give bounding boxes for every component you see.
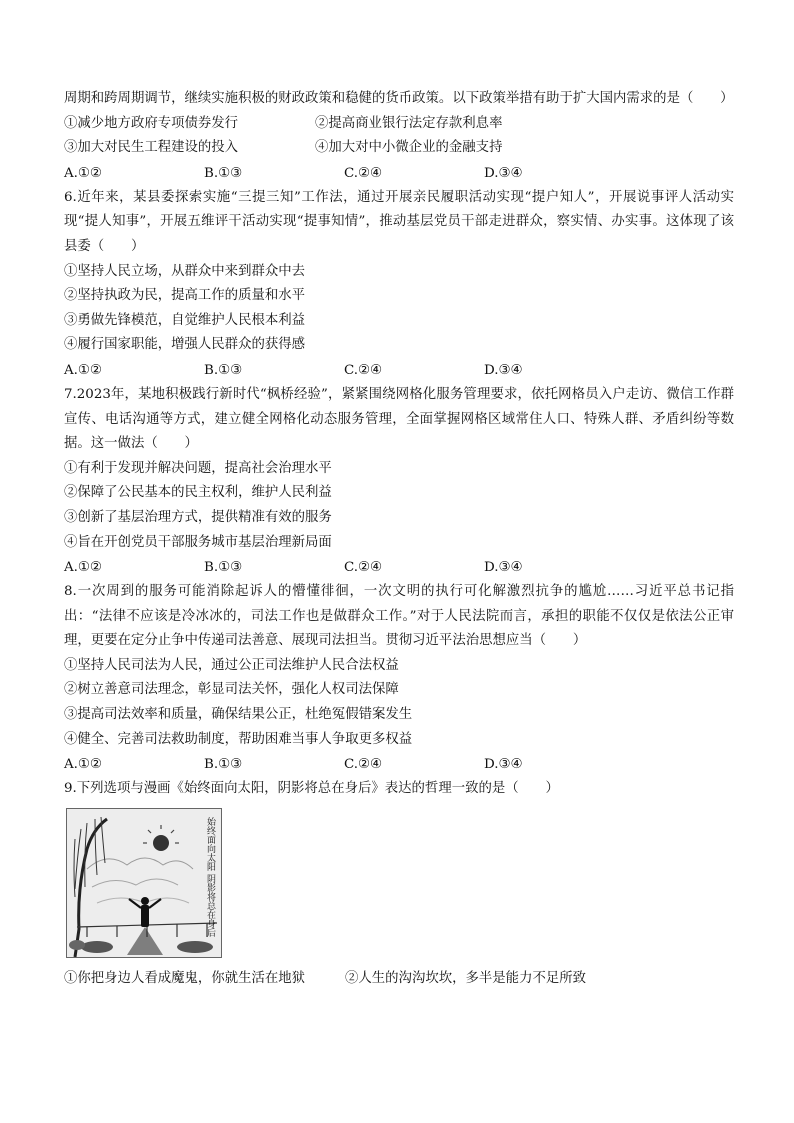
question-stem: 6.近年来，某县委探索实施“三提三知”工作法，通过开展亲民履职活动实现“提户知人”，开展说事评人活动实现“提人知事”，开展五维评干活动实现“提事知情”，推动基层党员干部走进群众，察实情、办实事。这体现了该县委（ ） xyxy=(64,189,734,254)
statement: ②提高商业银行法定存款利息率 xyxy=(315,115,503,131)
question-9 xyxy=(64,777,734,991)
choice-d[interactable]: D.③④ xyxy=(484,362,523,378)
statement: ①减少地方政府专项债券发行 xyxy=(64,115,239,131)
statement: ④旨在开创党员干部服务城市基层治理新局面 xyxy=(64,534,332,550)
answer-choices xyxy=(64,752,734,777)
choice-a[interactable]: A.①② xyxy=(64,165,102,181)
answer-choices xyxy=(64,555,734,580)
choice-d[interactable]: D.③④ xyxy=(484,165,523,181)
choice-b[interactable]: B.①③ xyxy=(204,165,243,181)
question-8 xyxy=(64,580,734,777)
choice-d[interactable]: D.③④ xyxy=(484,560,523,576)
statement: ③提高司法效率和质量，确保结果公正，杜绝冤假错案发生 xyxy=(64,707,413,723)
statement: ④健全、完善司法救助制度，帮助困难当事人争取更多权益 xyxy=(64,731,413,747)
choice-c[interactable]: C.②④ xyxy=(344,757,383,773)
statement-row xyxy=(64,112,734,137)
question-stem: 7.2023年，某地积极践行新时代“枫桥经验”，紧紧围绕网格化服务管理要求，依托网格员入户走访、微信工作群宣传、电话沟通等方式，建立健全网格化动态服务管理，全面掌握网格区域常住人口、特殊人群、矛盾纠纷等数据。这一做法（ ） xyxy=(64,386,734,452)
statement-row xyxy=(64,136,734,161)
choice-b[interactable]: B.①③ xyxy=(204,757,243,773)
choice-a[interactable]: A.①② xyxy=(64,362,102,378)
statement: ②保障了公民基本的民主权利，维护人民利益 xyxy=(64,485,332,501)
choice-d[interactable]: D.③④ xyxy=(484,757,523,773)
choice-c[interactable]: C.②④ xyxy=(344,165,383,181)
answer-choices xyxy=(64,358,734,383)
question-7 xyxy=(64,383,734,580)
choice-c[interactable]: C.②④ xyxy=(344,560,383,576)
statement: ②坚持执政为民，提高工作的质量和水平 xyxy=(64,288,306,304)
content xyxy=(64,87,734,991)
choice-b[interactable]: B.①③ xyxy=(204,362,243,378)
question-5 xyxy=(64,87,734,186)
choice-a[interactable]: A.①② xyxy=(64,560,102,576)
statement: ③创新了基层治理方式，提供精准有效的服务 xyxy=(64,509,332,525)
statement: ①坚持人民司法为人民，通过公正司法维护人民合法权益 xyxy=(64,657,399,673)
statement: ④加大对中小微企业的金融支持 xyxy=(315,140,503,156)
statement-row xyxy=(64,966,734,991)
statement: ①你把身边人看成魔鬼，你就生活在地狱 xyxy=(64,970,306,986)
cartoon-caption: 始终面向太阳 阴影将总在身后 xyxy=(205,816,215,937)
choice-a[interactable]: A.①② xyxy=(64,757,102,773)
statement: ②人生的沟沟坎坎，多半是能力不足所致 xyxy=(345,970,587,986)
cartoon-image xyxy=(66,808,222,958)
question-6 xyxy=(64,186,734,383)
statement: ②树立善意司法理念，彰显司法关怀，强化人权司法保障 xyxy=(64,682,399,698)
statement: ①有利于发现并解决问题，提高社会治理水平 xyxy=(64,460,332,476)
answer-choices xyxy=(64,161,734,186)
question-stem: 9.下列选项与漫画《始终面向太阳，阴影将总在身后》表达的哲理一致的是（ ） xyxy=(64,781,559,797)
choice-b[interactable]: B.①③ xyxy=(204,560,243,576)
statement: ③加大对民生工程建设的投入 xyxy=(64,140,239,156)
statement: ①坚持人民立场，从群众中来到群众中去 xyxy=(64,263,306,279)
question-stem: 周期和跨周期调节，继续实施积极的财政政策和稳健的货币政策。以下政策举措有助于扩大国内需求的是（ ） xyxy=(64,91,734,106)
statement: ④履行国家职能，增强人民群众的获得感 xyxy=(64,337,306,353)
question-stem: 8.一次周到的服务可能消除起诉人的懵懂徘徊，一次文明的执行可化解激烈抗争的尴尬……习近平总书记指出：“法律不应该是冷冰冰的，司法工作也是做群众工作。”对于人民法院而言，承担的职能不仅仅是依法公正审理，更要在定分止争中传递司法善意、展现司法担当。贯彻习近平法治思想应当（ ） xyxy=(64,584,734,649)
statement: ③勇做先锋模范，自觉维护人民根本利益 xyxy=(64,312,306,328)
choice-c[interactable]: C.②④ xyxy=(344,362,383,378)
